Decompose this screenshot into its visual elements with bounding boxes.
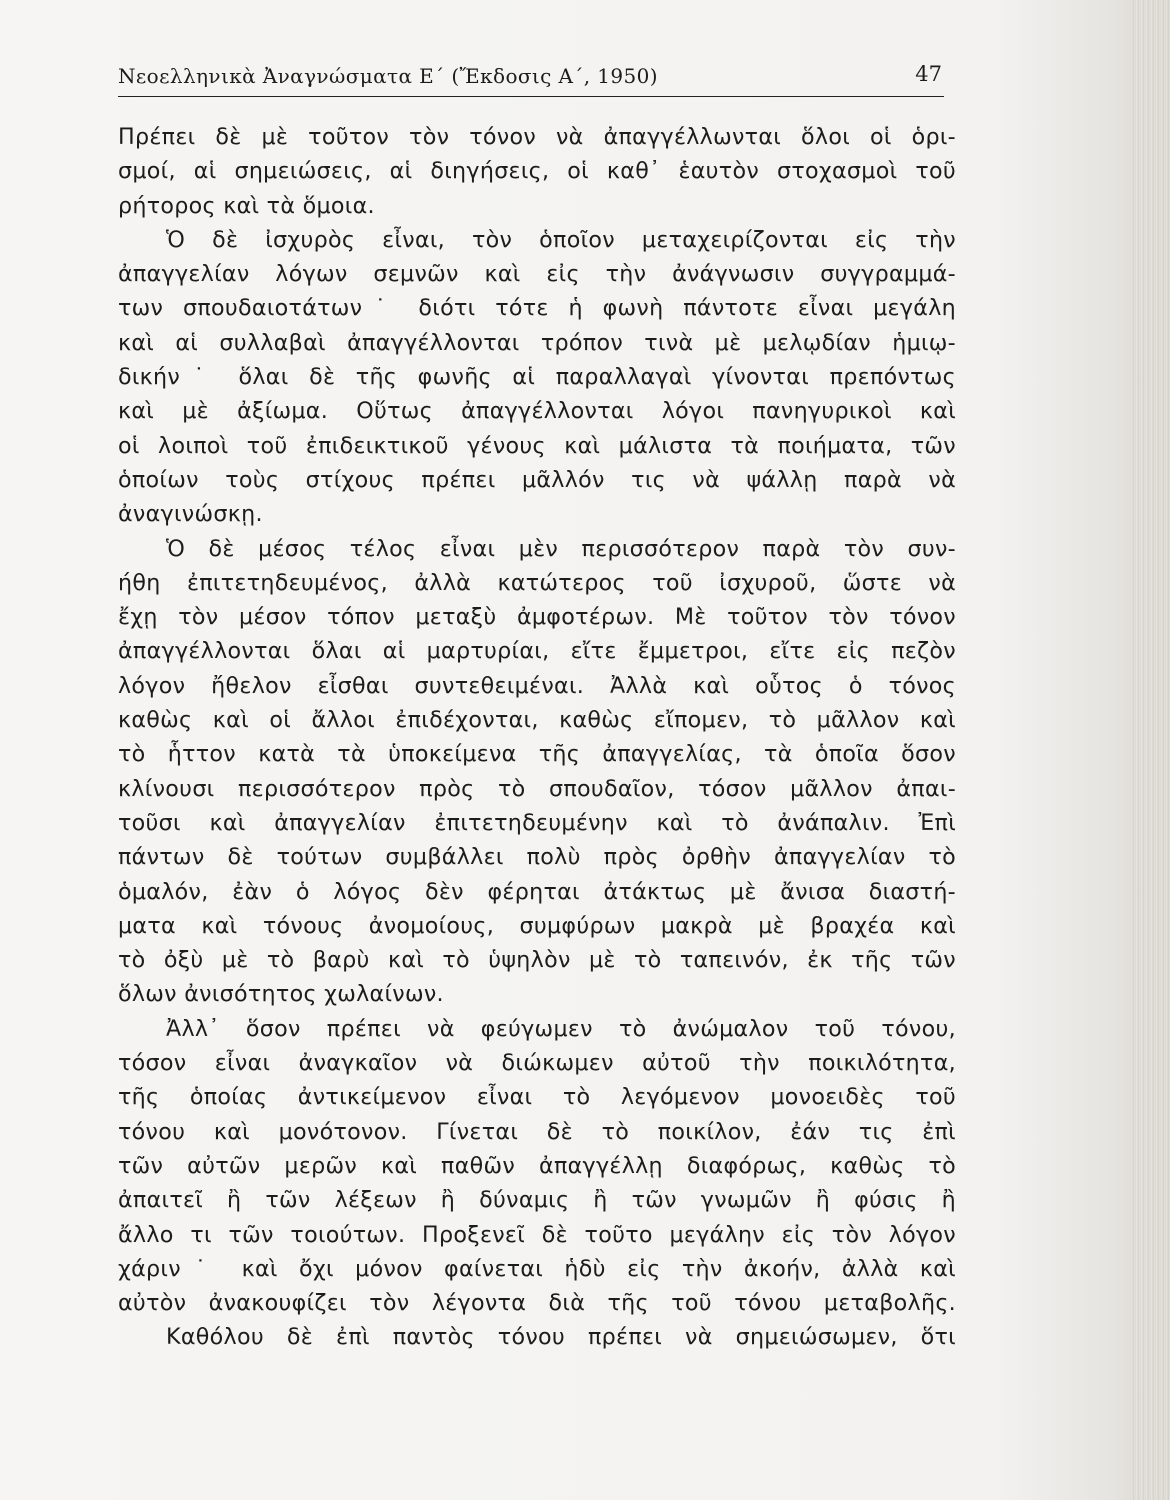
text-line: Ἀλλ᾽ ὅσον πρέπει νὰ φεύγωμεν τὸ ἀνώμαλον τοῦ τόνου,: [166, 1015, 956, 1042]
page-edge: [1130, 0, 1170, 1500]
text-line: τὸ ἧττον κατὰ τὰ ὑποκείμενα τῆς ἀπαγγελίας, τὰ ὁποῖα ὅσον: [118, 741, 956, 768]
text-line: καὶ μὲ ἀξίωμα. Οὕτως ἀπαγγέλλονται λόγοι πανηγυρικοὶ καὶ: [118, 398, 956, 425]
text-line: ήθη ἐπιτετηδευμένος, ἀλλὰ κατώτερος τοῦ ἰσχυροῦ, ὥστε νὰ: [118, 569, 956, 596]
text-line: ἀναγινώσκῃ.: [118, 501, 263, 528]
text-line: καὶ αἱ συλλαβαὶ ἀπαγγέλλονται τρόπον τινὰ μὲ μελῳδίαν ἡμιῳ-: [118, 329, 956, 356]
text-line: των σπουδαιοτάτων˙ διότι τότε ἡ φωνὴ πάντοτε εἶναι μεγάλη: [118, 295, 956, 322]
text-line: ἀπαιτεῖ ἢ τῶν λέξεων ἢ δύναμις ἢ τῶν γνωμῶν ἢ φύσις ἢ: [118, 1187, 956, 1214]
text-line: λόγον ἤθελον εἶσθαι συντεθειμέναι. Ἀλλὰ καὶ οὗτος ὁ τόνος: [118, 672, 956, 699]
text-line: τόνου καὶ μονότονον. Γίνεται δὲ τὸ ποικίλον, ἐάν τις ἐπὶ: [118, 1118, 956, 1145]
text-line: τῆς ὁποίας ἀντικείμενον εἶναι τὸ λεγόμενον μονοειδὲς τοῦ: [118, 1084, 956, 1111]
text-line: ἀπαγγελίαν λόγων σεμνῶν καὶ εἰς τὴν ἀνάγνωσιν συγγραμμά-: [118, 261, 956, 288]
text-line: Καθόλου δὲ ἐπὶ παντὸς τόνου πρέπει νὰ σημειώσωμεν, ὅτι: [166, 1324, 956, 1351]
text-line: αὐτὸν ἀνακουφίζει τὸν λέγοντα διὰ τῆς τοῦ τόνου μεταβολῆς.: [118, 1290, 956, 1317]
text-line: Ὁ δὲ μέσος τέλος εἶναι μὲν περισσότερον παρὰ τὸν συν-: [166, 535, 956, 562]
text-line: ὁποίων τοὺς στίχους πρέπει μᾶλλόν τις νὰ ψάλλῃ παρὰ νὰ: [118, 466, 956, 493]
page-number: 47: [915, 62, 942, 86]
text-line: κλίνουσι περισσότερον πρὸς τὸ σπουδαῖον, τόσον μᾶλλον ἀπαι-: [118, 775, 956, 802]
running-title: Νεοελληνικὰ Ἀναγνώσματα Ε΄ (Ἔκδοσις Α΄, 1950): [118, 64, 658, 88]
text-line: ὅλων ἀνισότητος χωλαίνων.: [118, 981, 444, 1008]
text-line: πάντων δὲ τούτων συμβάλλει πολὺ πρὸς ὀρθὴν ἀπαγγελίαν τὸ: [118, 844, 956, 871]
text-line: ρήτορος καὶ τὰ ὅμοια.: [118, 192, 375, 219]
text-line: σμοί, αἱ σημειώσεις, αἱ διηγήσεις, οἱ καθ᾽ ἑαυτὸν στοχασμοὶ τοῦ: [118, 158, 956, 185]
text-line: ἀπαγγέλλονται ὅλαι αἱ μαρτυρίαι, εἴτε ἔμμετροι, εἴτε εἰς πεζὸν: [118, 638, 956, 665]
body-text: [118, 120, 956, 1355]
text-line: ἔχῃ τὸν μέσον τόπον μεταξὺ ἀμφοτέρων. Μὲ τοῦτον τὸν τόνον: [118, 604, 956, 631]
text-line: καθὼς καὶ οἱ ἄλλοι ἐπιδέχονται, καθὼς εἴπομεν, τὸ μᾶλλον καὶ: [118, 707, 956, 734]
text-line: χάριν˙ καὶ ὄχι μόνον φαίνεται ἡδὺ εἰς τὴν ἀκοήν, ἀλλὰ καὶ: [118, 1255, 956, 1282]
text-line: Πρέπει δὲ μὲ τοῦτον τὸν τόνον νὰ ἀπαγγέλλωνται ὅλοι οἱ ὁρι-: [118, 124, 956, 150]
text-line: τὸ ὀξὺ μὲ τὸ βαρὺ καὶ τὸ ὑψηλὸν μὲ τὸ ταπεινόν, ἐκ τῆς τῶν: [118, 947, 956, 974]
text-line: δικήν˙ ὅλαι δὲ τῆς φωνῆς αἱ παραλλαγαὶ γίνονται πρεπόντως: [118, 364, 956, 391]
text-line: τοῦσι καὶ ἀπαγγελίαν ἐπιτετηδευμένην καὶ τὸ ἀνάπαλιν. Ἐπὶ: [118, 809, 956, 836]
text-line: Ὁ δὲ ἰσχυρὸς εἶναι, τὸν ὁποῖον μεταχειρίζονται εἰς τὴν: [166, 226, 956, 253]
text-line: ὁμαλόν, ἐὰν ὁ λόγος δὲν φέρηται ἀτάκτως μὲ ἄνισα διαστή-: [118, 878, 956, 905]
text-line: ἄλλο τι τῶν τοιούτων. Προξενεῖ δὲ τοῦτο μεγάλην εἰς τὸν λόγον: [118, 1221, 956, 1248]
text-line: οἱ λοιποὶ τοῦ ἐπιδεικτικοῦ γένους καὶ μάλιστα τὰ ποιήματα, τῶν: [118, 432, 956, 459]
text-line: τόσον εἶναι ἀναγκαῖον νὰ διώκωμεν αὐτοῦ τὴν ποικιλότητα,: [118, 1050, 956, 1077]
text-line: ματα καὶ τόνους ἀνομοίους, συμφύρων μακρὰ μὲ βραχέα καὶ: [118, 912, 956, 939]
text-line: τῶν αὐτῶν μερῶν καὶ παθῶν ἀπαγγέλλῃ διαφόρως, καθὼς τὸ: [118, 1152, 956, 1179]
running-header: [118, 62, 944, 97]
